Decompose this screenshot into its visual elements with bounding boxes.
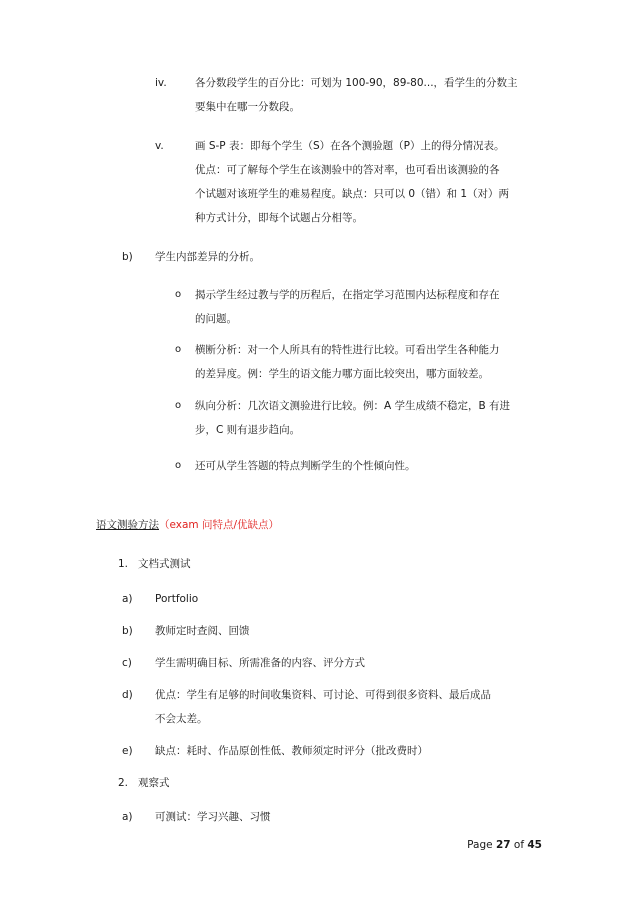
item-line: 缺点：耗时、作品原创性低、教师须定时评分（批改费时） <box>155 745 428 757</box>
page-label: Page <box>467 839 493 851</box>
bullet-marker: o <box>175 344 182 355</box>
item-line: 学生需明确目标、所需准备的内容、评分方式 <box>155 657 365 669</box>
method-title: 文档式测试 <box>138 558 191 570</box>
bullet-line: 步，C 则有退步趋向。 <box>195 424 301 436</box>
item-line: 不会太差。 <box>155 713 208 725</box>
item-marker: d) <box>122 689 133 701</box>
list-item-line: 要集中在哪一分数段。 <box>195 101 300 113</box>
method-number: 2. <box>118 777 129 789</box>
list-item-line: 个试题对该班学生的难易程度。缺点：只可以 0（错）和 1（对）两 <box>195 188 510 200</box>
list-marker: v. <box>155 140 164 152</box>
method-number: 1. <box>118 558 129 570</box>
item-line: 教师定时查阅、回馈 <box>155 625 250 637</box>
list-marker: iv. <box>155 77 167 89</box>
bullet-marker: o <box>175 289 182 300</box>
item-line: 优点：学生有足够的时间收集资料、可讨论、可得到很多资料、最后成品 <box>155 689 491 701</box>
section-marker: b) <box>122 251 133 263</box>
of-label: of <box>513 839 525 851</box>
list-item-line: 画 S-P 表：即每个学生（S）在各个测验题（P）上的得分情况表。 <box>195 140 505 152</box>
section-text: 学生内部差异的分析。 <box>155 251 260 263</box>
heading-title: 语文测验方法 <box>96 519 159 531</box>
bullet-marker: o <box>175 460 182 471</box>
list-item-line: 各分数段学生的百分比：可划为 100-90，89-80...，看学生的分数主 <box>195 77 518 89</box>
bullet-line: 纵向分析：几次语文测验进行比较。例：A 学生成绩不稳定，B 有进 <box>195 400 511 412</box>
item-marker: a) <box>122 593 133 605</box>
bullet-marker: o <box>175 400 182 411</box>
item-marker: c) <box>122 657 132 669</box>
page-footer <box>467 838 542 852</box>
bullet-line: 揭示学生经过教与学的历程后，在指定学习范围内达标程度和存在 <box>195 289 500 301</box>
item-marker: a) <box>122 811 133 823</box>
bullet-line: 的差异度。例：学生的语文能力哪方面比较突出，哪方面较差。 <box>195 368 489 380</box>
item-line: Portfolio <box>155 593 199 605</box>
heading-note: （exam 问特点/优缺点） <box>159 519 280 531</box>
item-marker: b) <box>122 625 133 637</box>
bullet-line: 横断分析：对一个人所具有的特性进行比较。可看出学生各种能力 <box>195 344 500 356</box>
item-marker: e) <box>122 745 133 757</box>
page-total: 45 <box>527 839 542 851</box>
bullet-line: 的问题。 <box>195 313 237 325</box>
bullet-line: 还可从学生答题的特点判断学生的个性倾向性。 <box>195 460 416 472</box>
section-heading <box>96 518 279 532</box>
method-title: 观察式 <box>138 777 170 789</box>
item-line: 可测试：学习兴趣、习惯 <box>155 811 271 823</box>
page-number: 27 <box>495 839 511 851</box>
list-item-line: 优点：可了解每个学生在该测验中的答对率，也可看出该测验的各 <box>195 164 500 176</box>
list-item-line: 种方式计分，即每个试题占分相等。 <box>195 212 363 224</box>
